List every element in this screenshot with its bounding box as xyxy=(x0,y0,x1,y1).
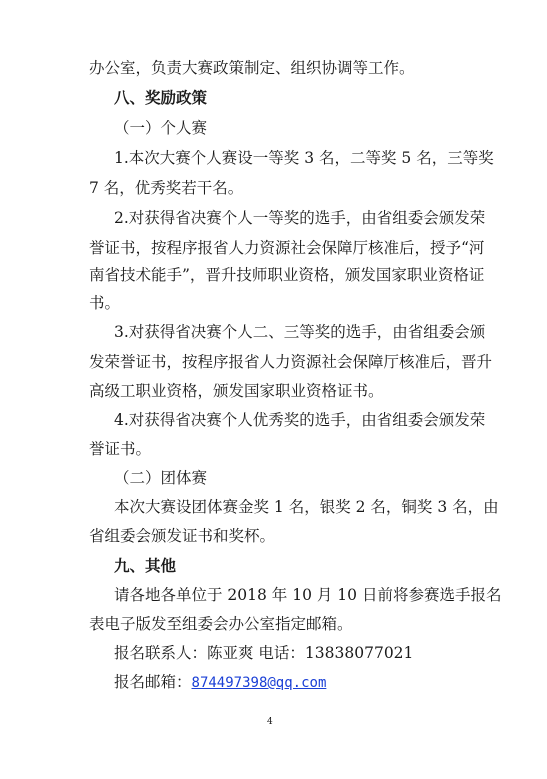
paragraph-line: 书。 xyxy=(89,294,121,312)
paragraph-line: 发荣誉证书，按程序报省人力资源社会保障厅核准后，晋升 xyxy=(89,353,493,371)
email-line xyxy=(114,672,326,693)
paragraph-line: 办公室，负责大赛政策制定、组织协调等工作。 xyxy=(89,59,415,77)
paragraph-line: 南省技术能手”，晋升技师职业资格，颁发国家职业资格证 xyxy=(89,266,485,284)
paragraph-line: 表电子版发至组委会办公室指定邮箱。 xyxy=(89,615,353,633)
paragraph-line: 本次大赛设团体赛金奖 1 名，银奖 2 名，铜奖 3 名，由 xyxy=(114,498,499,516)
paragraph-line: 4.对获得省决赛个人优秀奖的选手，由省组委会颁发荣 xyxy=(114,411,486,429)
paragraph-line: 高级工职业资格，颁发国家职业资格证书。 xyxy=(89,382,384,400)
subsection-heading-team: （二）团体赛 xyxy=(114,469,208,487)
page-number: 4 xyxy=(267,717,273,727)
contact-line: 报名联系人：陈亚爽 电话：13838077021 xyxy=(114,644,414,662)
email-label: 报名邮箱： xyxy=(114,673,192,691)
paragraph-line: 省组委会颁发证书和奖杯。 xyxy=(89,527,276,545)
paragraph-line: 7 名，优秀奖若干名。 xyxy=(89,179,244,197)
email-link[interactable]: 874497398@qq.com xyxy=(191,675,327,691)
section-heading-other: 九、其他 xyxy=(114,557,177,575)
subsection-heading-individual: （一）个人赛 xyxy=(114,119,208,137)
paragraph-line: 请各地各单位于 2018 年 10 月 10 日前将参赛选手报名 xyxy=(114,586,502,604)
paragraph-line: 2.对获得省决赛个人一等奖的选手，由省组委会颁发荣 xyxy=(114,209,486,227)
paragraph-line: 3.对获得省决赛个人二、三等奖的选手，由省组委会颁 xyxy=(114,323,486,341)
paragraph-line: 誉证书，按程序报省人力资源社会保障厅核准后，授予“河 xyxy=(89,239,485,257)
paragraph-line: 誉证书。 xyxy=(89,440,152,458)
paragraph-line: 1.本次大赛个人赛设一等奖 3 名，二等奖 5 名，三等奖 xyxy=(114,149,494,167)
section-heading-rewards: 八、奖励政策 xyxy=(114,89,208,107)
